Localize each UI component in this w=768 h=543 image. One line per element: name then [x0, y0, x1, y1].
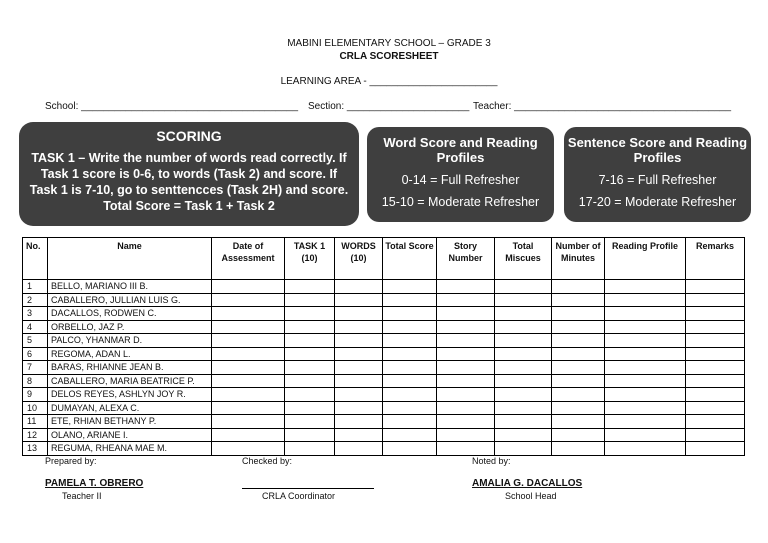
score-cell[interactable]	[686, 401, 745, 415]
score-cell[interactable]	[383, 293, 437, 307]
row-number: 12	[23, 428, 48, 442]
student-name: ETE, RHIAN BETHANY P.	[48, 415, 212, 429]
score-cell[interactable]	[383, 320, 437, 334]
score-cell[interactable]	[437, 361, 495, 375]
score-cell[interactable]	[686, 361, 745, 375]
school-title: MABINI ELEMENTARY SCHOOL – GRADE 3	[287, 38, 491, 49]
score-cell[interactable]	[285, 361, 335, 375]
student-name: CABALLERO, JULLIAN LUIS G.	[48, 293, 212, 307]
score-cell[interactable]	[552, 361, 605, 375]
scoring-box	[19, 122, 359, 226]
table-row	[23, 374, 745, 388]
score-cell[interactable]	[437, 374, 495, 388]
score-cell[interactable]	[495, 442, 552, 456]
score-cell[interactable]	[686, 442, 745, 456]
table-row	[23, 415, 745, 429]
score-cell[interactable]	[495, 361, 552, 375]
score-cell[interactable]	[335, 293, 383, 307]
row-number: 6	[23, 347, 48, 361]
score-cell[interactable]	[285, 442, 335, 456]
student-name: DACALLOS, RODWEN C.	[48, 307, 212, 321]
score-cell[interactable]	[605, 347, 686, 361]
score-cell[interactable]	[437, 280, 495, 294]
score-cell[interactable]	[686, 334, 745, 348]
score-cell[interactable]	[335, 280, 383, 294]
score-cell[interactable]	[335, 307, 383, 321]
table-row	[23, 334, 745, 348]
word-score-title: Word Score and Reading Profiles	[383, 135, 538, 165]
sentence-score-line2: 17-20 = Moderate Refresher	[578, 195, 737, 209]
score-cell[interactable]	[605, 334, 686, 348]
score-cell[interactable]	[552, 334, 605, 348]
score-cell[interactable]	[605, 401, 686, 415]
score-cell[interactable]	[605, 280, 686, 294]
student-name: DELOS REYES, ASHLYN JOY R.	[48, 388, 212, 402]
score-cell[interactable]	[552, 293, 605, 307]
score-cell[interactable]	[495, 415, 552, 429]
col-header-name: Name	[48, 238, 212, 280]
table-body	[23, 280, 745, 456]
section-field: Section: ______________________	[308, 101, 470, 112]
table-row	[23, 280, 745, 294]
score-cell[interactable]	[552, 415, 605, 429]
col-header-reading-profile: Reading Profile	[605, 238, 686, 280]
score-cell[interactable]	[285, 347, 335, 361]
student-name: PALCO, YHANMAR D.	[48, 334, 212, 348]
score-cell[interactable]	[335, 374, 383, 388]
sentence-score-box	[564, 127, 751, 222]
school-field: School: _______________________________________	[45, 101, 299, 112]
score-cell[interactable]	[383, 415, 437, 429]
score-cell[interactable]	[212, 280, 285, 294]
learning-area-line: LEARNING AREA - _______________________	[280, 76, 498, 87]
score-cell[interactable]	[383, 347, 437, 361]
score-cell[interactable]	[437, 320, 495, 334]
student-name: OLANO, ARIANE I.	[48, 428, 212, 442]
student-name: REGUMA, RHEANA MAE M.	[48, 442, 212, 456]
score-cell[interactable]	[285, 320, 335, 334]
score-cell[interactable]	[552, 374, 605, 388]
score-cell[interactable]	[212, 442, 285, 456]
row-number: 4	[23, 320, 48, 334]
student-name: CABALLERO, MARIA BEATRICE P.	[48, 374, 212, 388]
score-cell[interactable]	[335, 428, 383, 442]
score-cell[interactable]	[686, 320, 745, 334]
score-cell[interactable]	[212, 428, 285, 442]
score-cell[interactable]	[605, 428, 686, 442]
table-row	[23, 401, 745, 415]
score-cell[interactable]	[686, 428, 745, 442]
score-cell[interactable]	[437, 415, 495, 429]
score-cell[interactable]	[285, 415, 335, 429]
table-row	[23, 347, 745, 361]
table-row	[23, 307, 745, 321]
score-cell[interactable]	[552, 388, 605, 402]
score-cell[interactable]	[686, 280, 745, 294]
word-score-line2: 15-10 = Moderate Refresher	[381, 195, 540, 209]
score-cell[interactable]	[285, 293, 335, 307]
score-cell[interactable]	[552, 347, 605, 361]
row-number: 8	[23, 374, 48, 388]
score-cell[interactable]	[212, 401, 285, 415]
row-number: 9	[23, 388, 48, 402]
scoring-instructions: TASK 1 – Write the number of words read correctly. If Task 1 score is 0-6, to words (Task 2) and score. If Task 1 is 7-10, go to senttencces (Task 2H) and score. Total Score = Task 1 + Task 2	[29, 151, 349, 213]
score-cell[interactable]	[212, 307, 285, 321]
table-row	[23, 320, 745, 334]
col-header-total-miscues: Total Miscues	[495, 238, 552, 280]
score-cell[interactable]	[285, 307, 335, 321]
col-header-minutes: Number of Minutes	[552, 238, 605, 280]
score-cell[interactable]	[335, 388, 383, 402]
row-number: 11	[23, 415, 48, 429]
score-cell[interactable]	[686, 293, 745, 307]
row-number: 3	[23, 307, 48, 321]
score-cell[interactable]	[437, 293, 495, 307]
score-cell[interactable]	[552, 307, 605, 321]
score-cell[interactable]	[383, 307, 437, 321]
score-cell[interactable]	[686, 307, 745, 321]
score-cell[interactable]	[552, 320, 605, 334]
row-number: 5	[23, 334, 48, 348]
prepared-by-role: Teacher II	[62, 491, 102, 501]
noted-by-name: AMALIA G. DACALLOS	[472, 478, 583, 489]
score-cell[interactable]	[552, 280, 605, 294]
score-cell[interactable]	[686, 347, 745, 361]
score-cell[interactable]	[212, 334, 285, 348]
table-row	[23, 293, 745, 307]
col-header-remarks: Remarks	[686, 238, 745, 280]
score-cell[interactable]	[285, 334, 335, 348]
score-cell[interactable]	[383, 280, 437, 294]
word-score-line1: 0-14 = Full Refresher	[401, 173, 520, 187]
score-cell[interactable]	[437, 347, 495, 361]
score-cell[interactable]	[212, 361, 285, 375]
score-table	[22, 237, 745, 456]
score-cell[interactable]	[605, 293, 686, 307]
row-number: 1	[23, 280, 48, 294]
score-cell[interactable]	[383, 388, 437, 402]
col-header-task1: TASK 1 (10)	[285, 238, 335, 280]
row-number: 13	[23, 442, 48, 456]
col-header-words: WORDS (10)	[335, 238, 383, 280]
row-number: 10	[23, 401, 48, 415]
noted-by-role: School Head	[505, 491, 557, 501]
score-cell[interactable]	[495, 293, 552, 307]
row-number: 2	[23, 293, 48, 307]
score-cell[interactable]	[552, 442, 605, 456]
score-cell[interactable]	[212, 347, 285, 361]
score-cell[interactable]	[686, 374, 745, 388]
score-cell[interactable]	[335, 320, 383, 334]
score-cell[interactable]	[383, 442, 437, 456]
score-cell[interactable]	[212, 374, 285, 388]
score-cell[interactable]	[285, 388, 335, 402]
sentence-score-title: Sentence Score and Reading Profiles	[567, 135, 748, 165]
score-cell[interactable]	[437, 307, 495, 321]
score-cell[interactable]	[285, 280, 335, 294]
score-cell[interactable]	[437, 388, 495, 402]
sentence-score-line1: 7-16 = Full Refresher	[598, 173, 717, 187]
score-cell[interactable]	[437, 428, 495, 442]
student-name: BARAS, RHIANNE JEAN B.	[48, 361, 212, 375]
score-cell[interactable]	[495, 374, 552, 388]
score-cell[interactable]	[383, 361, 437, 375]
checked-by-label: Checked by:	[242, 456, 293, 466]
score-cell[interactable]	[383, 401, 437, 415]
sheet-title: CRLA SCORESHEET	[339, 51, 439, 62]
score-cell[interactable]	[686, 415, 745, 429]
score-cell[interactable]	[383, 334, 437, 348]
score-cell[interactable]	[212, 293, 285, 307]
table-row	[23, 361, 745, 375]
score-cell[interactable]	[285, 374, 335, 388]
table-row	[23, 428, 745, 442]
score-cell[interactable]	[686, 388, 745, 402]
score-cell[interactable]	[437, 442, 495, 456]
col-header-total-score: Total Score	[383, 238, 437, 280]
col-header-no: No.	[23, 238, 48, 280]
score-cell[interactable]	[605, 320, 686, 334]
score-cell[interactable]	[335, 442, 383, 456]
prepared-by-label: Prepared by:	[45, 456, 97, 466]
score-cell[interactable]	[212, 415, 285, 429]
score-cell[interactable]	[437, 401, 495, 415]
table-row	[23, 442, 745, 456]
score-cell[interactable]	[495, 320, 552, 334]
score-cell[interactable]	[495, 334, 552, 348]
table-header-row	[23, 238, 745, 280]
score-cell[interactable]	[335, 415, 383, 429]
score-cell[interactable]	[605, 374, 686, 388]
word-score-box	[367, 127, 554, 222]
student-name: BELLO, MARIANO III B.	[48, 280, 212, 294]
checked-by-role: CRLA Coordinator	[262, 491, 336, 501]
student-name: ORBELLO, JAZ P.	[48, 320, 212, 334]
scoring-title: SCORING	[156, 128, 222, 144]
score-cell[interactable]	[495, 347, 552, 361]
checked-by-signature-line	[242, 488, 374, 489]
score-cell[interactable]	[552, 401, 605, 415]
score-cell[interactable]	[495, 401, 552, 415]
score-cell[interactable]	[335, 334, 383, 348]
student-name: DUMAYAN, ALEXA C.	[48, 401, 212, 415]
score-cell[interactable]	[495, 388, 552, 402]
score-cell[interactable]	[605, 388, 686, 402]
score-cell[interactable]	[605, 415, 686, 429]
student-name: REGOMA, ADAN L.	[48, 347, 212, 361]
score-cell[interactable]	[285, 428, 335, 442]
prepared-by-name: PAMELA T. OBRERO	[45, 478, 144, 489]
score-cell[interactable]	[495, 428, 552, 442]
score-cell[interactable]	[212, 320, 285, 334]
score-cell[interactable]	[335, 347, 383, 361]
score-cell[interactable]	[285, 401, 335, 415]
score-cell[interactable]	[383, 428, 437, 442]
col-header-date: Date of Assessment	[212, 238, 285, 280]
score-cell[interactable]	[437, 334, 495, 348]
score-cell[interactable]	[605, 307, 686, 321]
score-cell[interactable]	[383, 374, 437, 388]
table-row	[23, 388, 745, 402]
row-number: 7	[23, 361, 48, 375]
noted-by-label: Noted by:	[472, 456, 511, 466]
score-cell[interactable]	[335, 361, 383, 375]
score-cell[interactable]	[605, 361, 686, 375]
col-header-story-number: Story Number	[437, 238, 495, 280]
teacher-field: Teacher: _______________________________________	[473, 101, 732, 112]
score-cell[interactable]	[605, 442, 686, 456]
score-cell[interactable]	[552, 428, 605, 442]
score-cell[interactable]	[495, 307, 552, 321]
score-cell[interactable]	[212, 388, 285, 402]
score-cell[interactable]	[335, 401, 383, 415]
score-cell[interactable]	[495, 280, 552, 294]
